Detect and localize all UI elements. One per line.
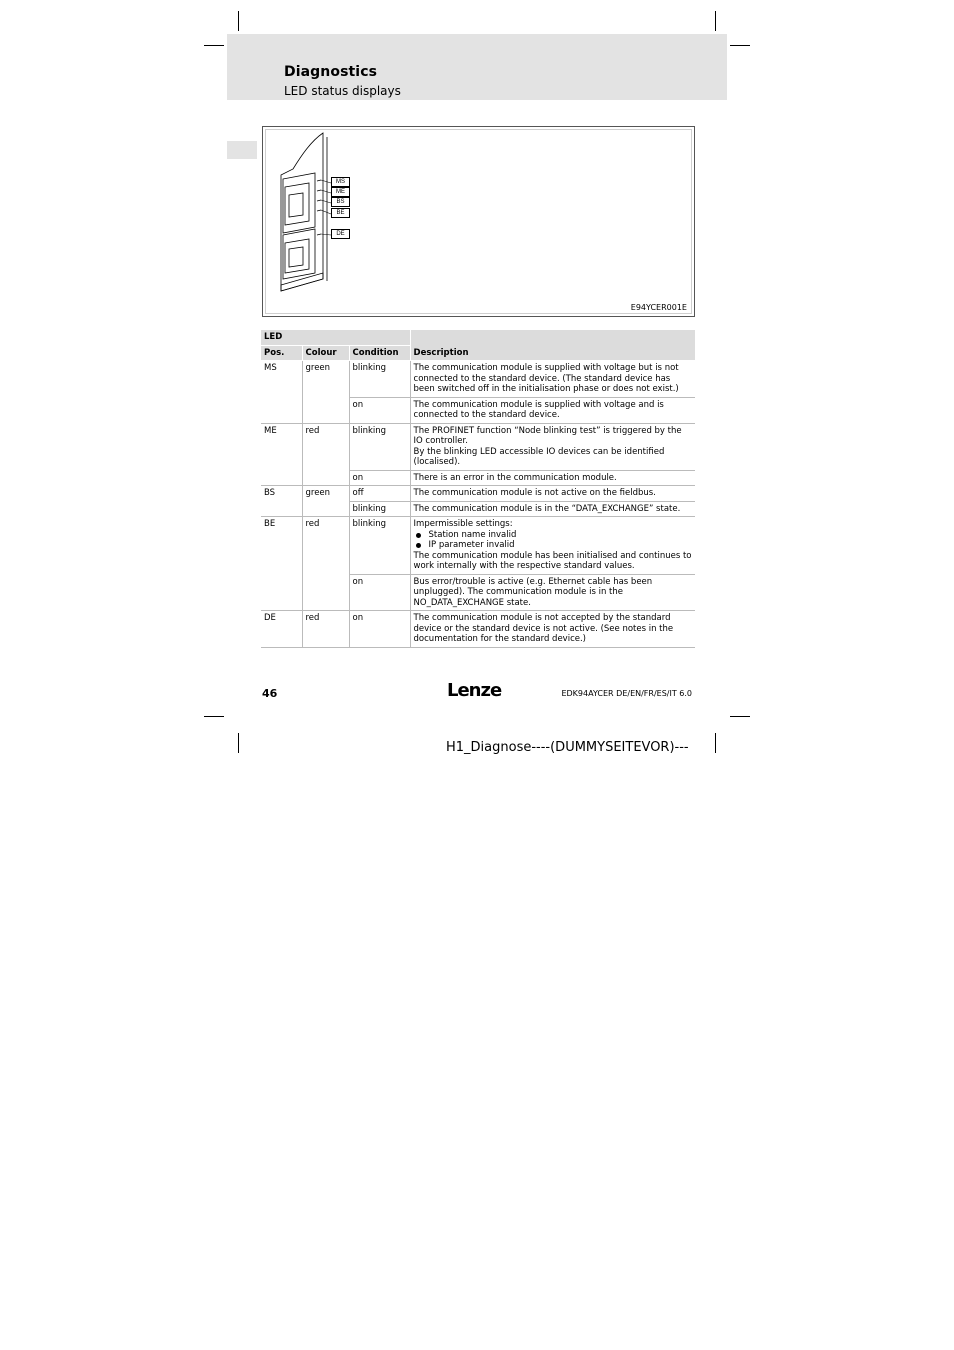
chapter-title: Diagnostics (284, 64, 378, 80)
cell-description (410, 517, 695, 575)
cell-pos: MS (261, 361, 302, 424)
table-row (261, 361, 695, 398)
cell-pos: BE (261, 517, 302, 611)
table-body (261, 361, 695, 648)
cell-colour: green (302, 361, 349, 424)
table-row (261, 486, 695, 502)
brand-logo: Lenze (447, 680, 502, 701)
column-header-colour: Colour (302, 345, 349, 361)
crop-mark (730, 716, 750, 717)
column-header-condition: Condition (349, 345, 410, 361)
cell-pos: BS (261, 486, 302, 517)
description-line: There is an error in the communication module. (413, 472, 617, 483)
section-title: LED status displays (284, 84, 401, 98)
page-number: 46 (262, 687, 278, 700)
cell-description (410, 470, 695, 486)
column-header-description: Description (410, 330, 695, 361)
cell-description (410, 361, 695, 398)
description-line: The communication module has been initialised and continues to work internally with the respective standard values. (413, 550, 692, 571)
led-label-me: ME (331, 187, 350, 197)
led-label-ms: MS (331, 177, 350, 187)
cell-condition: blinking (349, 517, 410, 575)
cell-condition: on (349, 611, 410, 648)
description-line: Bus error/trouble is active (e.g. Ethernet cable has been unplugged). The communication module is in the NO_DATA_EXCHANGE state. (413, 576, 653, 608)
led-label-bs: BS (331, 197, 350, 207)
cell-pos: DE (261, 611, 302, 648)
description-line: By the blinking LED accessible IO devices can be identified (localised). (413, 446, 665, 467)
crop-mark (715, 733, 716, 753)
cell-condition: on (349, 574, 410, 611)
cell-condition: blinking (349, 423, 410, 470)
cell-pos: ME (261, 423, 302, 486)
cell-colour: red (302, 611, 349, 648)
cell-condition: on (349, 470, 410, 486)
device-figure (262, 126, 695, 317)
cell-description (410, 574, 695, 611)
cell-colour: green (302, 486, 349, 517)
description-line: The communication module is supplied with voltage and is connected to the standard device. (413, 399, 664, 420)
cell-description (410, 486, 695, 502)
description-line: The communication module is in the “DATA_EXCHANGE” state. (413, 503, 681, 514)
figure-code: E94YCER001E (630, 303, 687, 312)
cell-condition: blinking (349, 361, 410, 398)
bullet-item: IP parameter invalid (414, 540, 693, 551)
description-line: The communication module is supplied with voltage but is not connected to the standard device. (The standard device has been switched off in the initialisation phase or does not exist.) (413, 363, 679, 394)
crop-mark (715, 11, 716, 31)
led-status-table (261, 330, 695, 648)
side-tab (227, 141, 257, 159)
cell-description (410, 611, 695, 648)
column-header-pos: Pos. (261, 345, 302, 361)
cell-colour: red (302, 423, 349, 486)
description-line: The communication module is not accepted by the standard device or the standard device is not active. (See notes in the documentation for the standard device.) (413, 613, 674, 644)
led-label-be: BE (331, 208, 350, 218)
crop-mark (730, 45, 750, 46)
led-label-de: DE (331, 229, 350, 239)
crop-mark (238, 11, 239, 31)
description-line: Impermissible settings: (413, 519, 513, 529)
led-group-header: LED (261, 330, 410, 345)
crop-mark (204, 716, 224, 717)
crop-mark (204, 45, 224, 46)
crop-mark (238, 733, 239, 753)
cell-description (410, 397, 695, 423)
description-line: The communication module is not active on the fieldbus. (413, 488, 656, 498)
cell-condition: on (349, 397, 410, 423)
cell-condition: blinking (349, 501, 410, 517)
cell-description (410, 501, 695, 517)
cell-description (410, 423, 695, 470)
cell-colour: red (302, 517, 349, 611)
footer-label: H1_Diagnose----(DUMMYSEITEVOR)--- (446, 740, 689, 755)
table-row (261, 517, 695, 575)
bullet-item: Station name invalid (414, 530, 693, 541)
description-line: The PROFINET function “Node blinking test” is triggered by the IO controller. (413, 425, 682, 446)
table-row (261, 611, 695, 648)
cell-condition: off (349, 486, 410, 502)
table-row (261, 423, 695, 470)
document-id: EDK94AYCER DE/EN/FR/ES/IT 6.0 (561, 689, 692, 698)
